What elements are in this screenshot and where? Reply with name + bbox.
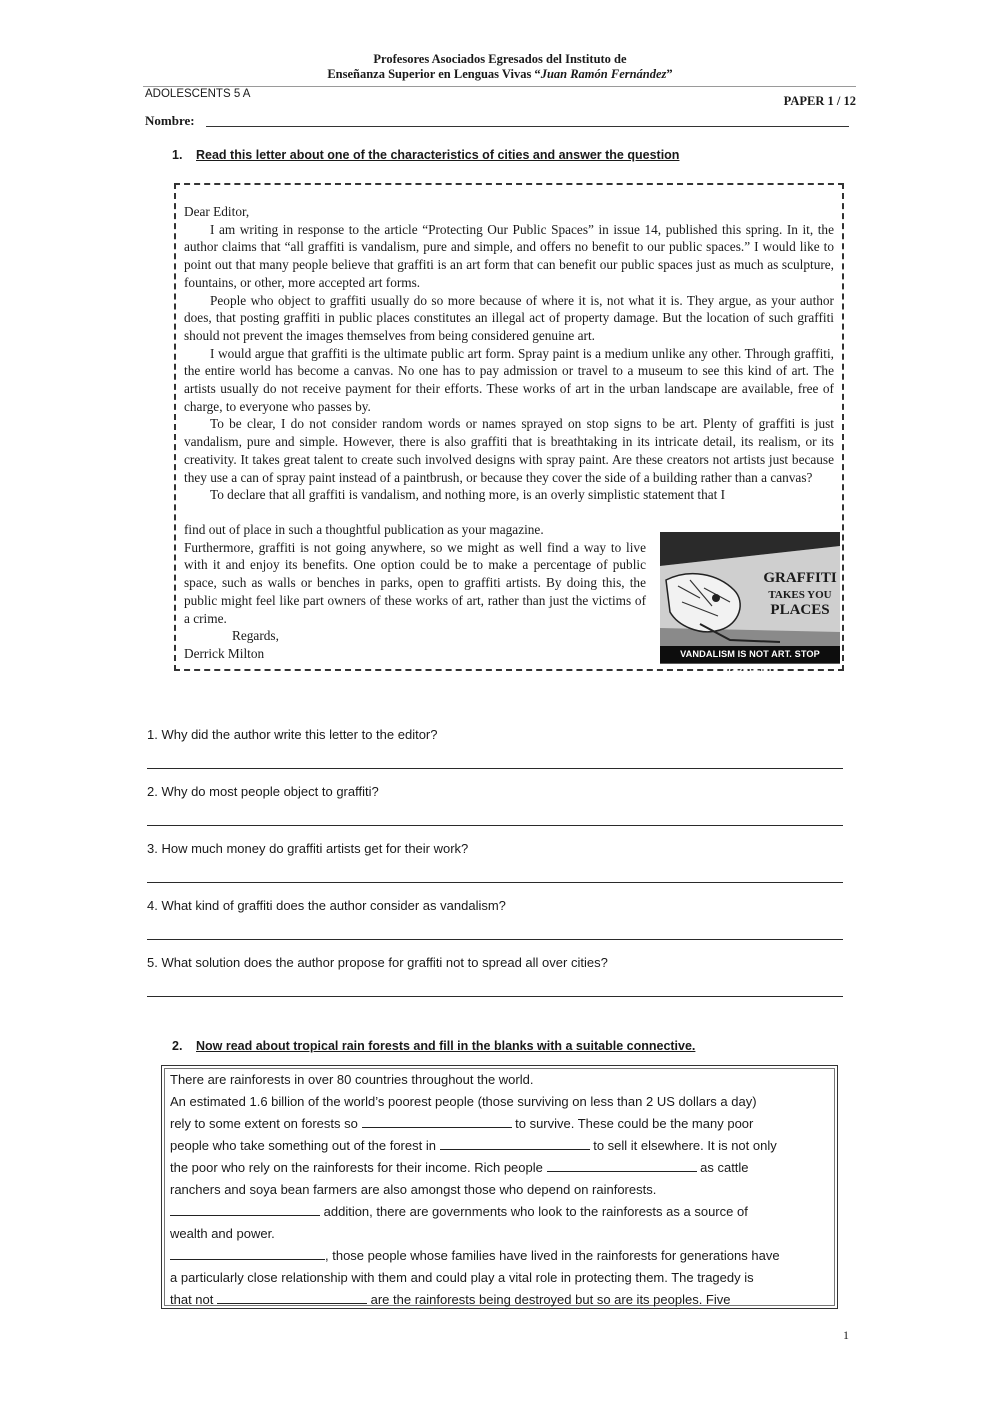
question-5: 5. What solution does the author propose for graffiti not to spread all over cities? — [147, 955, 608, 970]
rf-text-segment: , those people whose families have lived in the rainforests for generations have — [325, 1248, 780, 1263]
fill-blank-3[interactable] — [547, 1160, 697, 1172]
section1-heading — [172, 148, 679, 162]
wall-text-line: GRAFFITI — [763, 570, 837, 586]
letter-body-wrapped — [184, 521, 646, 663]
rf-text-segment: to survive. These could be the many poor — [515, 1116, 754, 1131]
rf-text-segment: addition, there are governments who look to the rainforests as a source of — [323, 1204, 748, 1219]
rf-line: a particularly close relationship with them and could play a vital role in protecting them. The tragedy is — [170, 1270, 754, 1285]
letter-salutation: Dear Editor, — [184, 204, 250, 219]
letter-closing: Regards, — [232, 628, 279, 644]
fill-blank-6[interactable] — [217, 1292, 367, 1304]
section1-instruction: Read this letter about one of the characteristics of cities and answer the question — [196, 148, 680, 162]
rf-line — [170, 1289, 832, 1311]
rf-line — [170, 1245, 832, 1267]
institution-name-line1: Profesores Asociados Egresados del Instituto de — [373, 52, 627, 66]
fill-blank-5[interactable] — [170, 1248, 325, 1260]
institution-italic-name: Juan Ramón Fernández — [540, 67, 667, 81]
name-field-line[interactable] — [206, 126, 849, 127]
letter-paragraph: Furthermore, graffiti is not going anywhere, so we might as well find a way to live with it and enjoy its benefits. One option could be to make a percentage of public space, such as walls or benches in parks, open to graffiti artists. By doing this, the public might feel like part owners of these works of art, rather than just the victims of a crime. — [184, 539, 646, 626]
rf-line — [170, 1157, 832, 1179]
answer-line-5[interactable] — [147, 996, 843, 997]
page-number: 1 — [843, 1328, 849, 1342]
question-3: 3. How much money do graffiti artists get for their work? — [147, 841, 469, 856]
rf-line — [170, 1113, 832, 1135]
graffiti-photo-caption: VANDALISM IS NOT ART. STOP GRAFFITI — [660, 646, 840, 663]
course-label: ADOLESCENTS 5 A — [145, 88, 251, 100]
letter-paragraph: I am writing in response to the article “Protecting Our Public Spaces” in issue 14, published this spring. In it, the author claims that “all graffiti is vandalism, pure and simple, and offers no benefit to our public spaces.” I would like to point out that many people believe that graffiti is an art form that can benefit our public spaces just as much as sculpture, fountains, or other, more accepted art forms. — [184, 221, 834, 290]
rf-text-segment: to sell it elsewhere. It is not only — [593, 1138, 777, 1153]
rainforest-text — [170, 1069, 832, 1311]
letter-body — [184, 203, 834, 504]
rf-line — [170, 1201, 832, 1223]
letter-paragraph: People who object to graffiti usually do so more because of where it is, not what it is. They argue, as your author does, that posting graffiti in public places constitutes an illegal act of property damage. But the location of such graffiti should not prevent the images themselves from being considered genuine art. — [184, 292, 834, 343]
letter-paragraph: To declare that all graffiti is vandalism, and nothing more, is an overly simplistic statement that I — [210, 487, 726, 503]
name-label: Nombre: — [145, 113, 195, 128]
letter-paragraph: I would argue that graffiti is the ultimate public art form. Spray paint is a medium unlike any other. Through graffiti, the entire world has become a canvas. No one has to pay admission or travel to a museum to see this kind of art. The artists usually do not receive payment for their efforts. These works of art in the urban landscape are available, free of charge, to everyone who passes by. — [184, 345, 834, 414]
section2-number: 2. — [172, 1039, 183, 1053]
fill-blank-2[interactable] — [440, 1138, 590, 1150]
rf-text-segment: are the rainforests being destroyed but so are its peoples. Five — [370, 1292, 731, 1307]
answer-line-4[interactable] — [147, 939, 843, 940]
fill-blank-4[interactable] — [170, 1204, 320, 1216]
rf-line: wealth and power. — [170, 1226, 275, 1241]
rf-line: ranchers and soya bean farmers are also amongst those who depend on rainforests. — [170, 1182, 657, 1197]
graffiti-photo — [660, 532, 840, 664]
rf-line: An estimated 1.6 billion of the world’s poorest people (those surviving on less than 2 US dollars a day) — [170, 1094, 757, 1109]
answer-line-2[interactable] — [147, 825, 843, 826]
rf-text-segment: as cattle — [700, 1160, 749, 1175]
rf-line: There are rainforests in over 80 countries throughout the world. — [170, 1072, 534, 1087]
section2-instruction: Now read about tropical rain forests and fill in the blanks with a suitable connective. — [196, 1039, 696, 1053]
wall-text-line: TAKES YOU — [768, 589, 832, 601]
graffiti-wall-illustration — [660, 532, 840, 664]
header-divider — [143, 86, 856, 87]
rf-text-segment: rely to some extent on forests so — [170, 1116, 358, 1131]
wall-text-line: PLACES — [770, 602, 830, 618]
letter-continuation: find out of place in such a thoughtful publication as your magazine. — [184, 522, 544, 537]
question-2: 2. Why do most people object to graffiti? — [147, 784, 379, 799]
paper-number: PAPER 1 / 12 — [783, 94, 856, 108]
section1-number: 1. — [172, 148, 183, 162]
fill-blank-1[interactable] — [362, 1116, 512, 1128]
answer-line-3[interactable] — [147, 882, 843, 883]
question-4: 4. What kind of graffiti does the author consider as vandalism? — [147, 898, 506, 913]
letter-paragraph: To be clear, I do not consider random words or names sprayed on stop signs to be art. Plenty of graffiti is just vandalism, pure and simple. However, there is also graffiti that is breathtaking in its intricate detail, its realism, or its creativity. It takes great talent to create such involved designs with spray paint. Are these creators not artists just because they use a can of spray paint instead of a paintbrush, or because they cover the side of a building rather than a canvas? — [184, 416, 834, 485]
answer-line-1[interactable] — [147, 768, 843, 769]
institution-name-line2 — [0, 67, 1000, 82]
section2-heading — [172, 1039, 695, 1053]
rf-text-segment: people who take something out of the forest in — [170, 1138, 436, 1153]
rf-line — [170, 1135, 832, 1157]
institution-suffix: ” — [666, 67, 673, 81]
question-1: 1. Why did the author write this letter to the editor? — [147, 727, 438, 742]
letter-signature: Derrick Milton — [184, 645, 265, 661]
rf-text-segment: that not — [170, 1292, 214, 1307]
institution-prefix: Enseñanza Superior en Lenguas Vivas “ — [327, 67, 541, 81]
rf-text-segment: the poor who rely on the rainforests for their income. Rich people — [170, 1160, 543, 1175]
